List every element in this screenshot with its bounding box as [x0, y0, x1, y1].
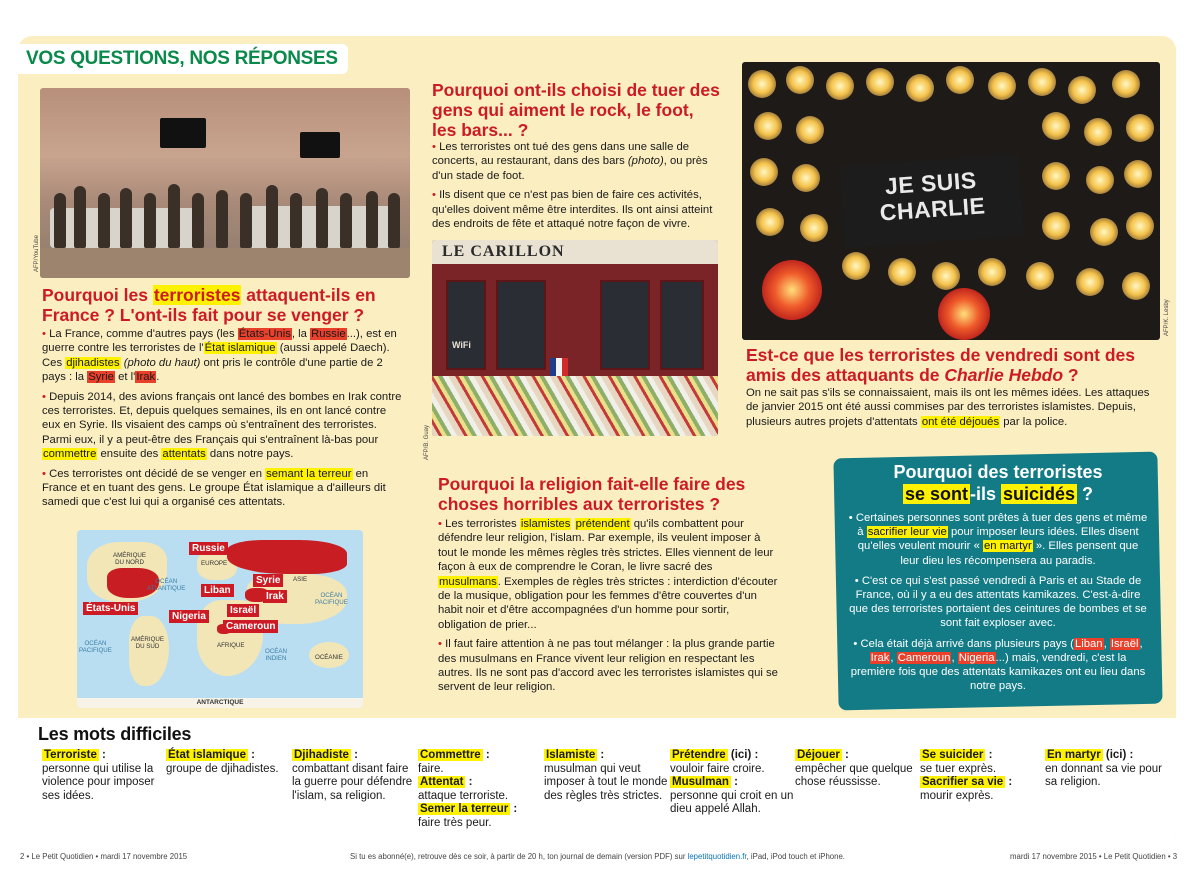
- photo-credit: AFP/B. Guay: [424, 424, 430, 460]
- map-label-cameroun: Cameroun: [223, 620, 278, 633]
- map-geo-opac1: OCÉAN PACIFIQUE: [79, 640, 112, 654]
- question-2-text: • Les terroristes ont tué des gens dans une salle de concerts, au restaurant, dans des bars (photo), ou près d'un stade de foot. • Ils disent que ce n'est pas bien de faire ces activités, qu'elles doivent même être interdites. Ils ont ainsi atteint des endroits de fête et attaqué notre façon de vivre.: [432, 141, 713, 231]
- glossary-definition: combattant disant faire la guerre pour défendre l'islam, sa religion.: [292, 762, 413, 802]
- glossary-column: [418, 749, 542, 831]
- photo-militants: [40, 88, 410, 278]
- black-flag-icon: [160, 118, 206, 148]
- glossary-column: [544, 749, 668, 803]
- glossary-column: [670, 749, 794, 817]
- glossary-definition: musulman qui veut imposer à tout le monde des règles très strictes.: [544, 762, 668, 802]
- question-5-title: Pourquoi des terroristes se sont -ils suicidés ?: [893, 462, 1103, 504]
- glossary-definition: se tuer exprès.: [920, 762, 997, 775]
- glossary-definition: faire très peur.: [418, 816, 492, 829]
- map-geo-oatl: OCÉAN ATLANTIQUE: [147, 578, 186, 592]
- glossary-definition: faire.: [418, 762, 444, 775]
- footer-right: mardi 17 novembre 2015 • Le Petit Quotidien • 3: [1010, 852, 1178, 861]
- map-geo-ams: AMÉRIQUE DU SUD: [131, 636, 165, 650]
- question-5-text: • Certaines personnes sont prêtes à tuer des gens et même à sacrifier leur vie pour imposer leurs idées. Elles disent qu'elles veulent mourir « en martyr ». Elles pensent que leur dieu les récompensera au paradis. • C'est ce qui s'est passé vendredi à Paris et au Stade de France, où il y a eu des attentats kamikazes. C'est-à-dire que des terroristes portaient des ceintures de bombes et se sont fait exploser avec. • Cela était déjà arrivé dans plusieurs pays (Liban, Israël, Irak, Cameroun, Nigeria...) mais, vendredi, c'est la première fois que des attentats kamikazes ont eu lieu dans notre pays.: [848, 512, 1148, 693]
- photo-le-carillon: [432, 240, 718, 436]
- map-label-irak: Irak: [263, 590, 287, 603]
- glossary-column: [1045, 749, 1169, 790]
- glossary-definition: personne qui croit en un dieu appelé Allah.: [670, 789, 794, 816]
- map-geo-asie: ASIE: [293, 576, 308, 583]
- carillon-sign: LE CARILLON: [432, 240, 718, 264]
- glossary-term: En martyr (ici) :: [1047, 749, 1134, 761]
- glossary-definition: en donnant sa vie pour sa religion.: [1045, 762, 1163, 789]
- glossary-term: Commettre :: [420, 749, 490, 761]
- glossary-column: [292, 749, 416, 803]
- map-label-usa: États-Unis: [83, 602, 138, 615]
- question-4-text: • Les terroristes islamistes prétendent qu'ils combattent pour défendre leur religion, l'islam. Par exemple, ils veulent imposer à tout le monde les mêmes règles très strictes. Elles viennent de leur façon à eux de comprendre le Coran, le livre sacré des musulmans. Exemples de règles très strictes : interdiction d'écouter de la musique, obligation pour les femmes d'être couvertes d'un habit noir et d'être accompagnées d'un homme pour sortir, obligation de prier... • Il faut faire attention à ne pas tout mélanger : la plus grande partie des musulmans en France vivent leur religion en respectant les autres. Ils ne sont pas d'accord avec les terroristes islamistes qui se servent de leur religion.: [438, 518, 778, 694]
- footer-center: Si tu es abonné(e), retrouve dès ce soir, à partir de 20 h, ton journal de demain (version PDF) sur lepetitquotidien.fr, iPad, iPod touch et iPhone.: [350, 852, 845, 861]
- section-banner: VOS QUESTIONS, NOS RÉPONSES: [16, 44, 348, 74]
- glossary-term: Terroriste :: [44, 749, 106, 761]
- glossary-definition: vouloir faire croire.: [670, 762, 765, 775]
- glossary-column: [920, 749, 1044, 803]
- map-geo-antarctique: ANTARCTIQUE: [77, 698, 363, 708]
- map-geo-oceanie: OCÉANIE: [315, 654, 343, 661]
- glossary-column: [795, 749, 919, 790]
- je-suis-charlie-sign: JE SUIS CHARLIE: [839, 154, 1024, 248]
- map-label-russie: Russie: [189, 542, 228, 555]
- glossary-term: Attentat :: [420, 776, 473, 789]
- glossary-term: Musulman :: [672, 776, 738, 789]
- map-geo-oind: OCÉAN INDIEN: [265, 648, 288, 662]
- map-label-syrie: Syrie: [253, 574, 283, 587]
- map-label-nigeria: Nigeria: [169, 610, 209, 623]
- photo-candles-je-suis-charlie: [742, 62, 1160, 340]
- glossary-term: Prétendre (ici) :: [672, 749, 759, 761]
- map-geo-amn: AMÉRIQUE DU NORD: [113, 552, 147, 566]
- map-geo-opac2: OCÉAN PACIFIQUE: [315, 592, 348, 606]
- glossary-term: Déjouer :: [797, 749, 849, 761]
- glossary-definition: attaque terroriste.: [418, 789, 509, 802]
- glossary-column: [42, 749, 166, 803]
- question-3-title: Est-ce que les terroristes de vendredi sont des amis des attaquants de Charlie Hebdo ?: [746, 345, 1136, 385]
- map-geo-afrique: AFRIQUE: [217, 642, 245, 649]
- question-4-title: Pourquoi la religion fait-elle faire des choses horribles aux terroristes ?: [438, 474, 746, 514]
- black-flag-icon: [300, 132, 340, 158]
- photo-credit: AFP/K. Lesby: [1164, 299, 1170, 336]
- glossary-term: Sacrifier sa vie :: [922, 776, 1013, 789]
- map-label-liban: Liban: [201, 584, 234, 597]
- wifi-text: WiFi: [452, 340, 471, 350]
- photo-credit: AFP/YouTube: [34, 235, 40, 272]
- footer-link[interactable]: lepetitquotidien.fr: [687, 852, 747, 861]
- question-5-content: [836, 461, 1160, 699]
- glossary-column: [166, 749, 290, 776]
- glossary-definition: empêcher que quelque chose réussisse.: [795, 762, 913, 789]
- world-map: [77, 530, 363, 708]
- map-geo-europe: EUROPE: [201, 560, 228, 567]
- glossary-term: Djihadiste :: [294, 749, 358, 761]
- question-2-title: Pourquoi ont-ils choisi de tuer des gens qui aiment le rock, le foot, les bars... ?: [432, 80, 720, 140]
- glossary-title: Les mots difficiles: [38, 724, 192, 744]
- glossary-definition: mourir exprès.: [920, 789, 994, 802]
- glossary-term: État islamique :: [168, 749, 255, 761]
- map-label-israel: Israël: [227, 604, 259, 617]
- footer-left: 2 • Le Petit Quotidien • mardi 17 novembre 2015: [20, 852, 188, 861]
- glossary-definition: groupe de djihadistes.: [166, 762, 279, 775]
- glossary-term: Semer la terreur :: [420, 803, 518, 816]
- glossary-definition: personne qui utilise la violence pour imposer ses idées.: [42, 762, 155, 802]
- question-1-title: Pourquoi les terroristes attaquent-ils en France ? L'ont-ils fait pour se venger ?: [42, 285, 376, 325]
- question-3-text: On ne sait pas s'ils se connaissaient, mais ils ont les mêmes idées. Les attaques de janvier 2015 ont été aussi commises par des terroristes islamistes. Depuis, plusieurs autres projets d'attentats ont été déjoués par la police.: [746, 387, 1150, 428]
- glossary-term: Islamiste :: [546, 749, 605, 761]
- glossary-term: Se suicider :: [922, 749, 993, 761]
- question-1-text: • La France, comme d'autres pays (les États-Unis, la Russie...), est en guerre contre les terroristes de l'État islamique (aussi appelé Daech). Ces djihadistes (photo du haut) ont pris le contrôle d'une partie de 2 pays : la Syrie et l'Irak. • Depuis 2014, des avions français ont lancé des bombes en Irak contre ces terroristes. Et, depuis quelques semaines, ils en ont lancé contre eux en Syrie. Ils visaient des camps où s'entraînent des terroristes. Parmi eux, il y a peut-être des Français qui s'entraînent là-bas pour commettre ensuite des attentats dans notre pays. • Ces terroristes ont décidé de se venger en semant la terreur en France et en tuant des gens. Le groupe État islamique a d'ailleurs dit samedi que c'est lui qui a organisé ces attentats.: [42, 328, 402, 509]
